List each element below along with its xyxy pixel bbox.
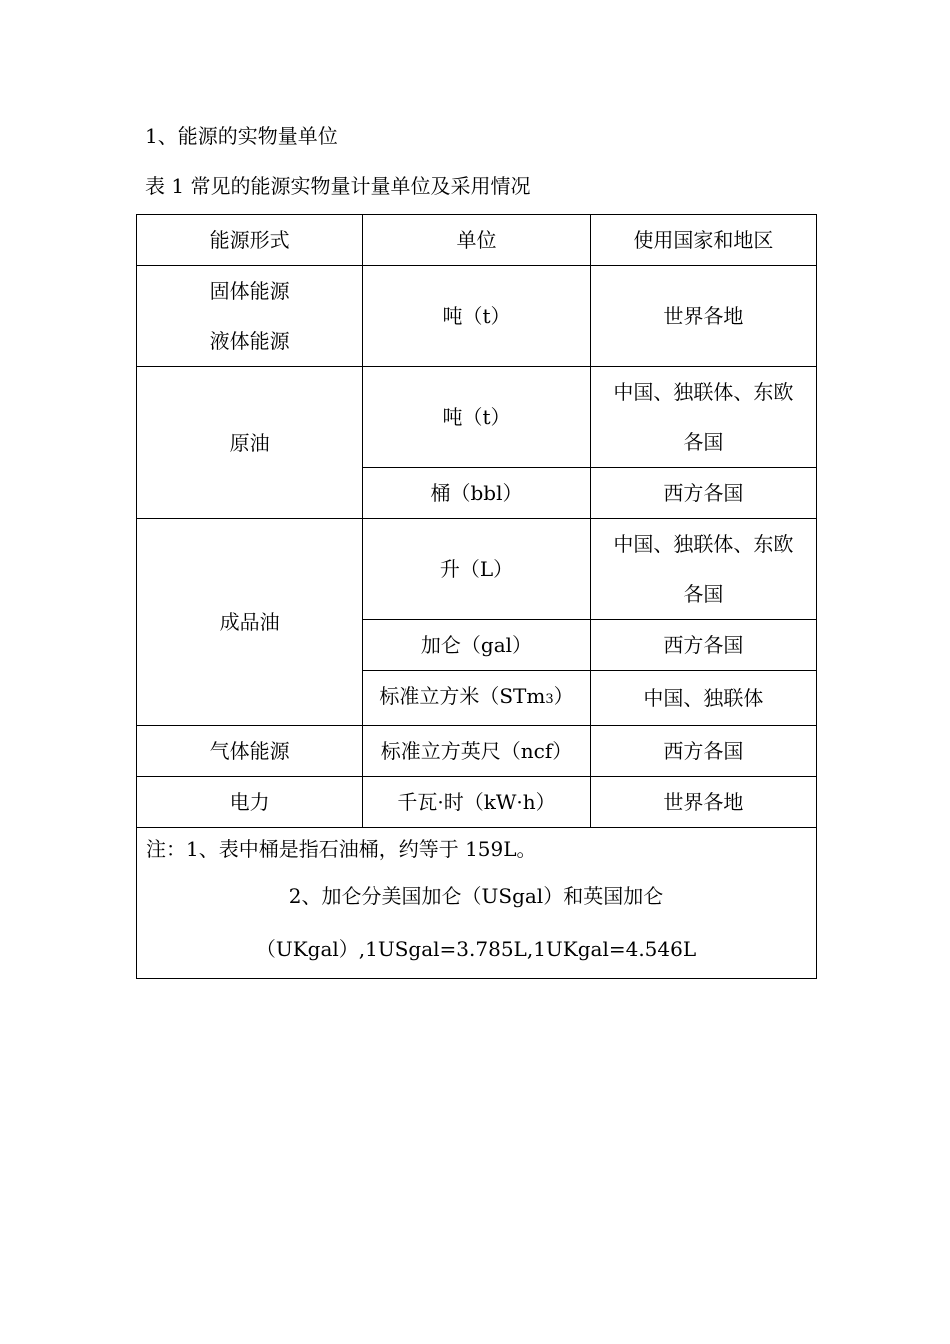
cell-refined-oil-gallon-unit: 加仑（gal） bbox=[363, 620, 590, 671]
note-line-2: 2、加仑分美国加仑（USgal）和英国加仑 bbox=[288, 884, 664, 908]
note-line-1: 注：1、表中桶是指石油桶，约等于 159L。 bbox=[146, 837, 537, 861]
table-row-notes bbox=[137, 828, 817, 979]
cell-crude-oil-barrel-region: 西方各国 bbox=[590, 468, 816, 519]
notes-cell bbox=[137, 828, 817, 979]
table-row-electricity bbox=[137, 777, 817, 828]
cell-gas-region: 西方各国 bbox=[590, 726, 816, 777]
cell-solid-liquid-unit: 吨（t） bbox=[363, 266, 590, 367]
cell-refined-oil-form: 成品油 bbox=[137, 519, 363, 726]
cell-crude-oil-form: 原油 bbox=[137, 367, 363, 519]
unit-superscript: 3 bbox=[545, 692, 554, 707]
table-header-row bbox=[137, 215, 817, 266]
cell-solid-liquid-region: 世界各地 bbox=[590, 266, 816, 367]
cell-solid-liquid-form bbox=[137, 266, 363, 367]
cell-gas-form: 气体能源 bbox=[137, 726, 363, 777]
header-unit: 单位 bbox=[363, 215, 590, 266]
table-row-refined-oil-liter bbox=[137, 519, 817, 620]
cell-crude-oil-ton-region bbox=[590, 367, 816, 468]
cell-crude-oil-barrel-unit: 桶（bbl） bbox=[363, 468, 590, 519]
region-line: 中国、独联体、东欧 bbox=[613, 380, 794, 404]
note-line-3: （UKgal）,1USgal=3.785L,1UKgal=4.546L bbox=[255, 937, 697, 961]
cell-refined-oil-cubic-meter-region: 中国、独联体 bbox=[590, 671, 816, 726]
section-heading: 1、能源的实物量单位 bbox=[145, 124, 338, 148]
cell-electricity-form: 电力 bbox=[137, 777, 363, 828]
cell-refined-oil-gallon-region: 西方各国 bbox=[590, 620, 816, 671]
liquid-energy-label: 液体能源 bbox=[209, 329, 290, 353]
table-caption: 表 1 常见的能源实物量计量单位及采用情况 bbox=[145, 174, 531, 198]
region-line: 各国 bbox=[683, 582, 724, 606]
energy-units-table bbox=[136, 214, 817, 979]
table-row-crude-oil-ton bbox=[137, 367, 817, 468]
cell-electricity-region: 世界各地 bbox=[590, 777, 816, 828]
table-row-gas bbox=[137, 726, 817, 777]
cell-refined-oil-liter-unit: 升（L） bbox=[363, 519, 590, 620]
solid-energy-label: 固体能源 bbox=[209, 279, 290, 303]
cell-electricity-unit: 千瓦·时（kW·h） bbox=[363, 777, 590, 828]
unit-text: 标准立方米（STm bbox=[379, 684, 546, 708]
region-line: 各国 bbox=[683, 430, 724, 454]
cell-crude-oil-ton-unit: 吨（t） bbox=[363, 367, 590, 468]
unit-text-end: ） bbox=[553, 684, 574, 708]
cell-gas-unit: 标准立方英尺（ncf） bbox=[363, 726, 590, 777]
cell-refined-oil-cubic-meter-unit bbox=[363, 671, 590, 726]
table-row-solid-liquid bbox=[137, 266, 817, 367]
region-line: 中国、独联体、东欧 bbox=[613, 532, 794, 556]
header-energy-form: 能源形式 bbox=[137, 215, 363, 266]
header-region: 使用国家和地区 bbox=[590, 215, 816, 266]
cell-refined-oil-liter-region bbox=[590, 519, 816, 620]
